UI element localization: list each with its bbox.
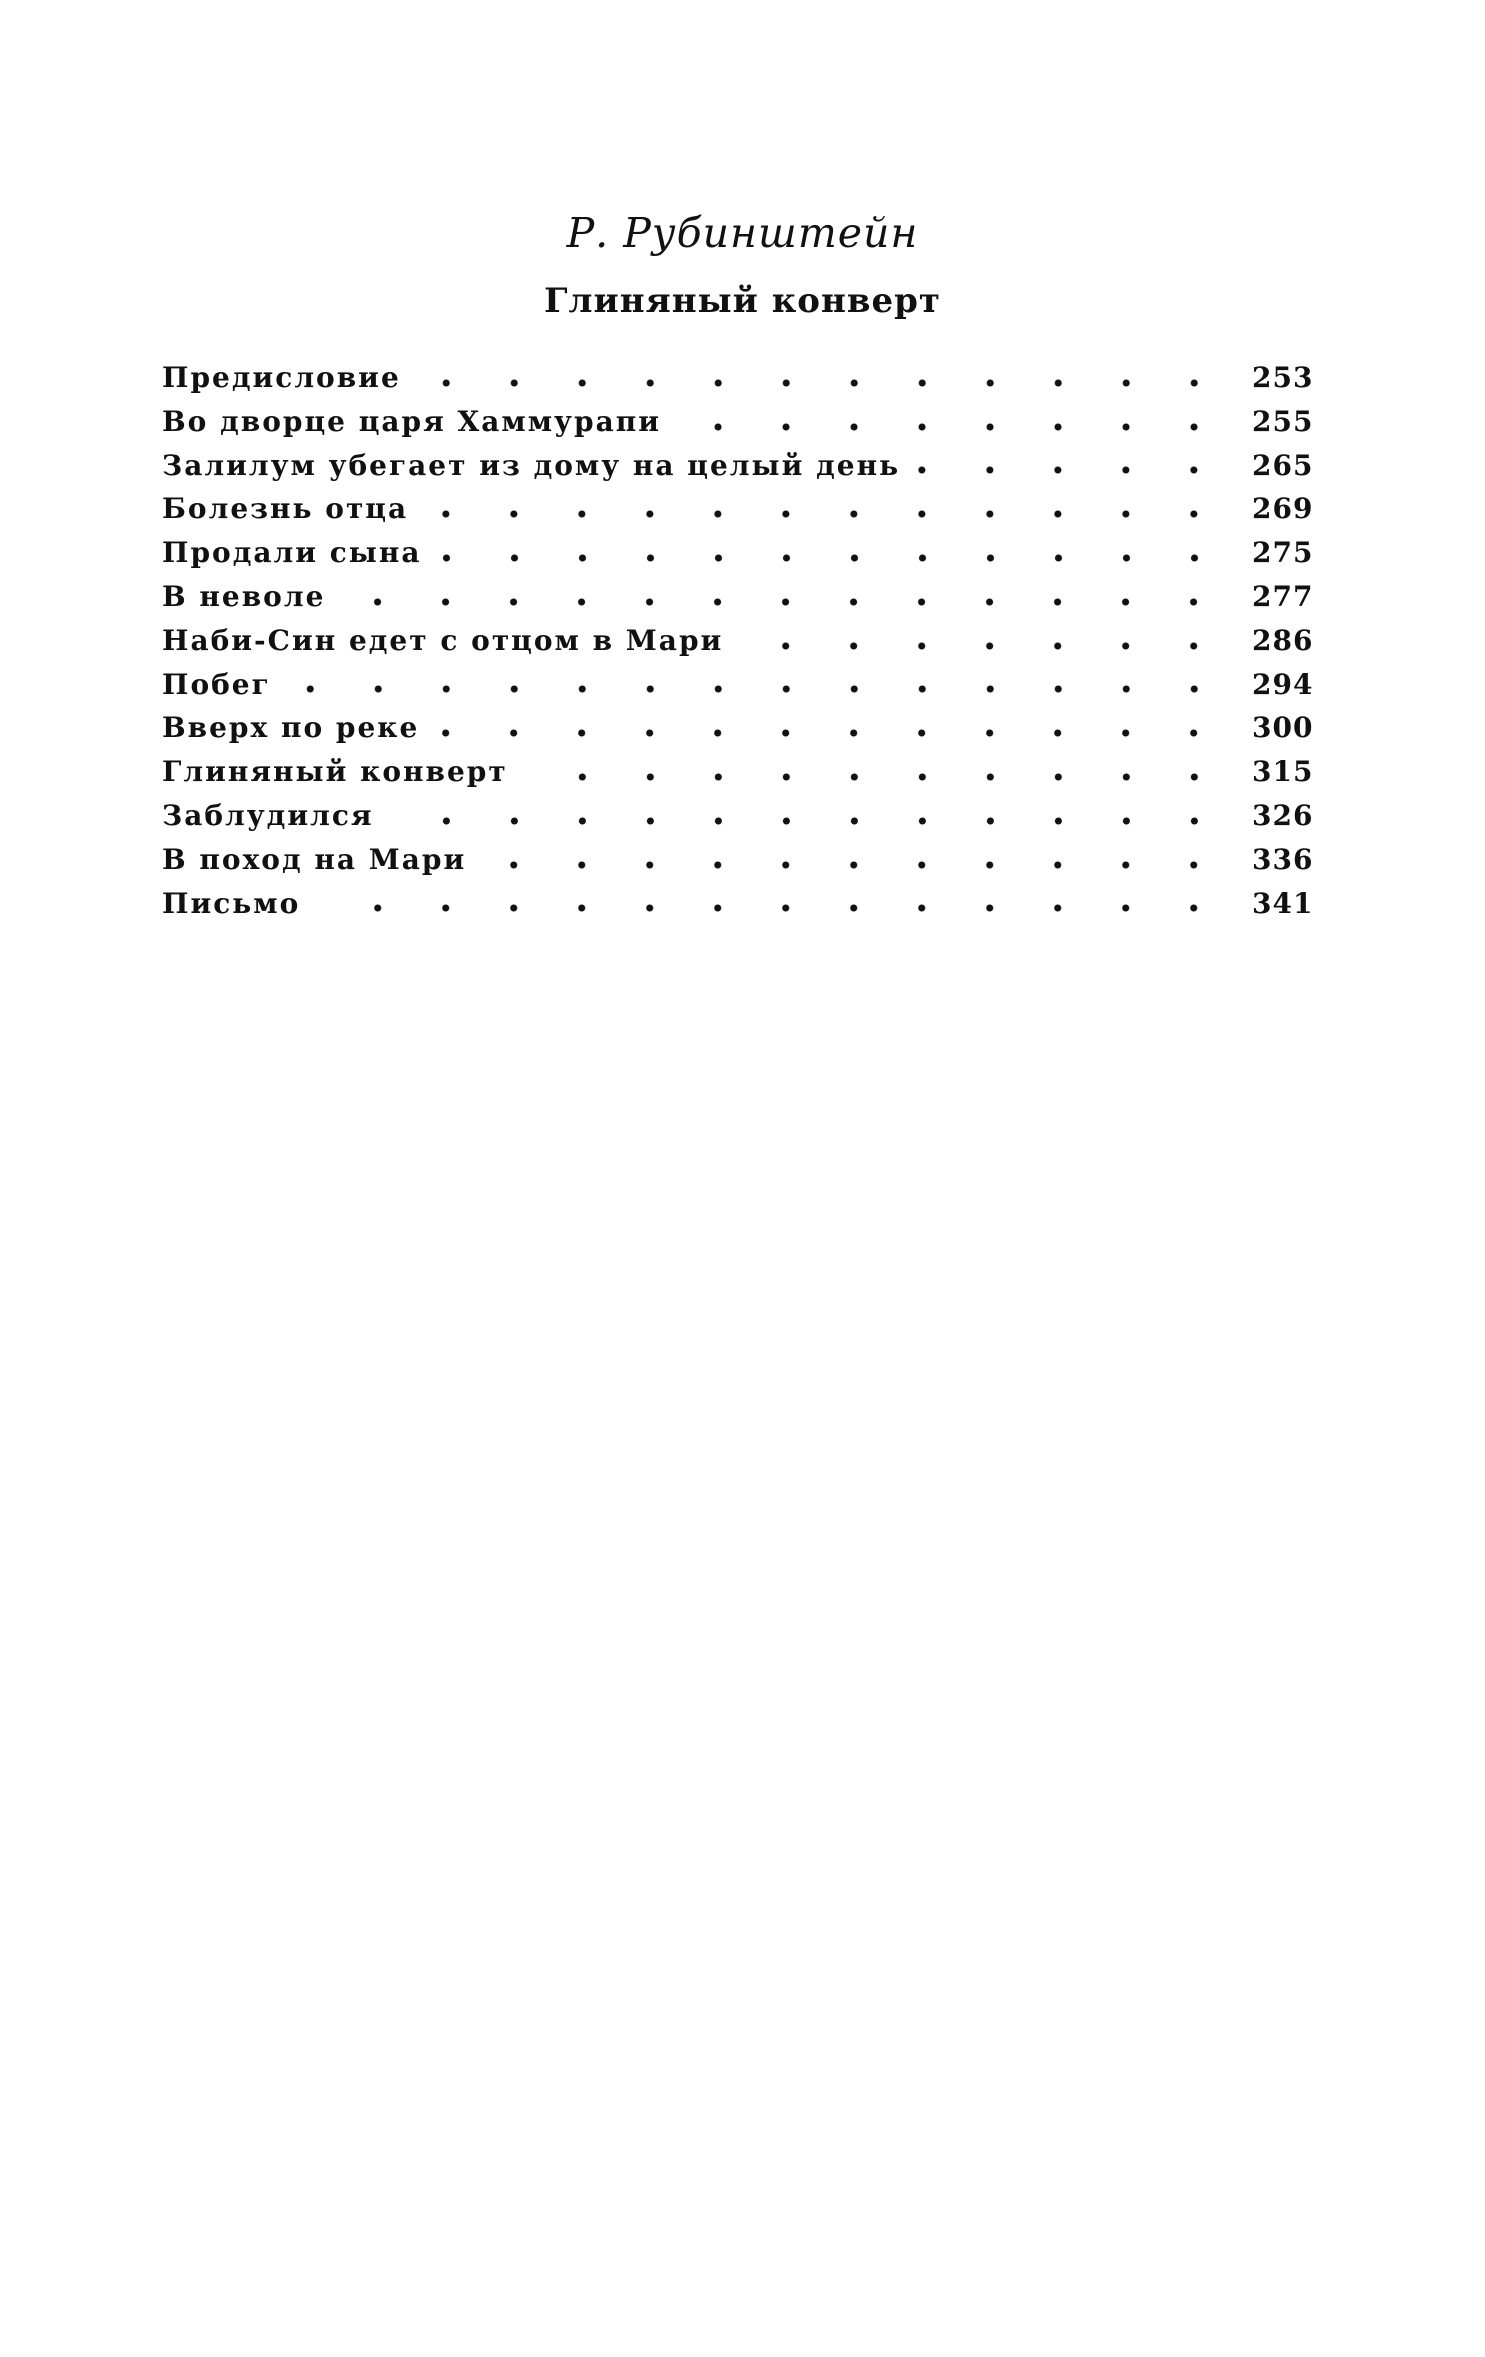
dot-leader bbox=[415, 379, 1228, 387]
dot-leader bbox=[914, 466, 1228, 474]
toc-entry-title: Заблудился bbox=[162, 798, 374, 832]
dot-leader bbox=[522, 773, 1228, 781]
toc-entry-title: Письмо bbox=[162, 886, 301, 920]
toc-entry-page: 269 bbox=[1252, 492, 1314, 526]
toc-entry bbox=[162, 356, 1314, 400]
dot-leader bbox=[285, 685, 1228, 693]
table-of-contents bbox=[162, 356, 1314, 925]
dot-leader bbox=[422, 510, 1228, 518]
dot-leader bbox=[675, 423, 1228, 431]
dot-leader bbox=[436, 554, 1228, 562]
toc-entry-page: 336 bbox=[1252, 842, 1314, 876]
toc-entry bbox=[162, 444, 1314, 488]
toc-entry-title: Побег bbox=[162, 667, 271, 701]
toc-entry-page: 275 bbox=[1252, 536, 1314, 570]
toc-entry-title: Болезнь отца bbox=[162, 492, 409, 526]
toc-entry bbox=[162, 794, 1314, 838]
toc-entry-page: 341 bbox=[1252, 886, 1314, 920]
toc-entry-page: 326 bbox=[1252, 798, 1314, 832]
toc-entry bbox=[162, 400, 1314, 444]
dot-leader bbox=[480, 861, 1228, 869]
toc-entry-title: Во дворце царя Хаммурапи bbox=[162, 404, 661, 438]
toc-entry-title: Глиняный конверт bbox=[162, 755, 508, 789]
toc-entry-page: 286 bbox=[1252, 623, 1314, 657]
book-title: Глиняный конверт bbox=[544, 281, 941, 321]
toc-entry-page: 300 bbox=[1252, 711, 1314, 745]
toc-entry-title: Наби-Син едет с отцом в Мари bbox=[162, 623, 724, 657]
toc-entry-page: 315 bbox=[1252, 755, 1314, 789]
toc-entry bbox=[162, 838, 1314, 882]
dot-leader bbox=[433, 729, 1228, 737]
toc-entry bbox=[162, 575, 1314, 619]
toc-entry-title: Залилум убегает из дому на целый день bbox=[162, 448, 901, 482]
dot-leader bbox=[388, 817, 1228, 825]
toc-entry-title: В неволе bbox=[162, 579, 326, 613]
toc-entry-page: 294 bbox=[1252, 667, 1314, 701]
toc-entry-title: Предисловие bbox=[162, 361, 401, 394]
toc-entry bbox=[162, 663, 1314, 707]
toc-entry bbox=[162, 531, 1314, 575]
toc-entry-page: 255 bbox=[1252, 404, 1314, 438]
toc-entry-page: 253 bbox=[1252, 361, 1314, 394]
toc-entry-page: 265 bbox=[1252, 448, 1314, 482]
dot-leader bbox=[339, 598, 1228, 606]
toc-entry bbox=[162, 882, 1314, 926]
toc-entry bbox=[162, 750, 1314, 794]
dot-leader bbox=[314, 904, 1228, 912]
toc-entry bbox=[162, 619, 1314, 663]
toc-entry-title: Продали сына bbox=[162, 536, 422, 570]
author-name: Р. Рубинштейн bbox=[566, 209, 919, 257]
toc-entry-title: Вверх по реке bbox=[162, 711, 420, 745]
toc-entry bbox=[162, 487, 1314, 531]
toc-entry bbox=[162, 706, 1314, 750]
toc-entry-title: В поход на Мари bbox=[162, 842, 467, 876]
toc-entry-page: 277 bbox=[1252, 579, 1314, 613]
dot-leader bbox=[737, 642, 1228, 650]
